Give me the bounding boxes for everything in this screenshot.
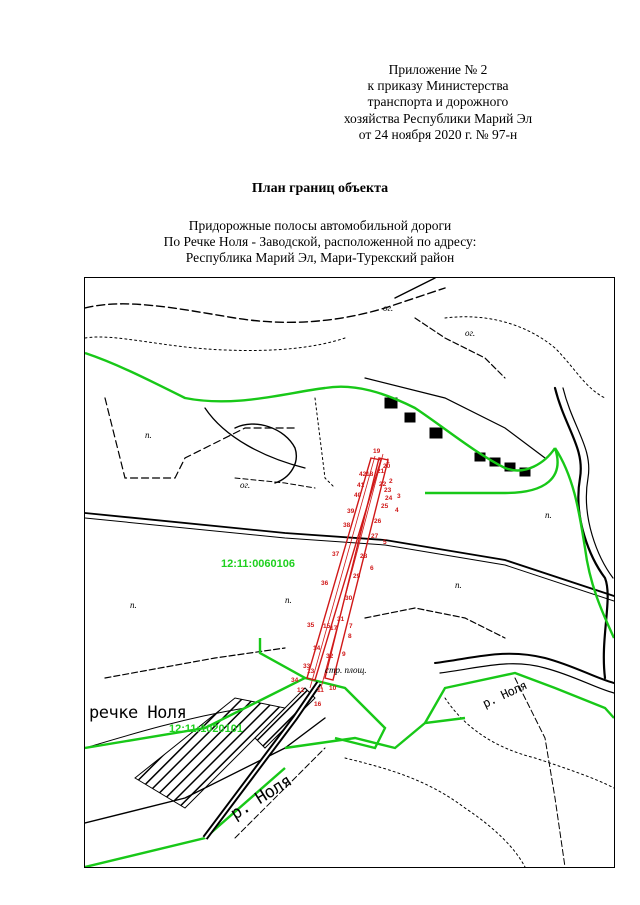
road-strip (307, 454, 388, 688)
village-street (365, 378, 545, 458)
description-line: Республика Марий Эл, Мари-Турекский район (185, 250, 455, 266)
point-label: 8 (348, 633, 352, 640)
point-label: 6 (370, 565, 374, 572)
dotted-mid (315, 398, 335, 488)
street-label: речке Ноля (89, 703, 187, 723)
point-label: 22 (379, 481, 387, 488)
boundary-south (285, 718, 465, 748)
building (430, 428, 442, 438)
ravine-line (205, 408, 305, 468)
point-label: 12 (297, 687, 305, 694)
point-label: 25 (381, 503, 389, 510)
point-label: 20 (383, 463, 391, 470)
point-label: 4 (395, 507, 399, 514)
point-label: 7 (349, 623, 353, 630)
point-label: 42 (359, 471, 367, 478)
point-label: 32 (326, 653, 334, 660)
description-line: По Речке Ноля - Заводской, расположенной по адресу: (163, 234, 477, 250)
point-label: 30 (345, 595, 353, 602)
land-label: ог. (465, 328, 476, 338)
point-label: 33 (303, 663, 311, 670)
appendix-line: от 24 ноября 2020 г. № 97-н (358, 126, 518, 142)
point-label: 34 (291, 677, 299, 684)
ravine-curve (235, 424, 296, 483)
point-label: 10 (329, 685, 337, 692)
appendix-line: к приказу Министерства (367, 78, 509, 94)
point-label: 28 (360, 553, 368, 560)
point-label: 26 (374, 518, 382, 525)
land-label: ог. (383, 303, 394, 313)
appendix-header (298, 62, 578, 143)
point-label: 13 (307, 668, 315, 675)
point-label: 39 (347, 508, 355, 515)
page-title: План границ объекта (251, 181, 389, 196)
appendix-line: Приложение № 2 (388, 62, 488, 77)
dotted-south (345, 758, 525, 867)
contour-ne (415, 318, 505, 378)
point-label: 14 (313, 645, 321, 652)
building (405, 413, 415, 422)
point-label: 1 (386, 458, 390, 465)
field-boundary (105, 398, 295, 478)
cadastral-label: 12:11:0060106 (221, 558, 296, 570)
point-label: 27 (371, 533, 379, 540)
point-label: 19 (373, 448, 381, 455)
description-line: Придорожные полосы автомобильной дороги (188, 218, 452, 233)
point-label: 9 (342, 651, 346, 658)
land-label: п. (285, 595, 292, 605)
land-label: ог. (240, 480, 251, 490)
point-label: 5 (383, 539, 387, 546)
point-label: 17 (330, 625, 338, 632)
appendix-line: транспорта и дорожного (367, 94, 509, 110)
point-label: 21 (377, 468, 385, 475)
cadastral-label: 12:11:1020101 (169, 723, 244, 735)
river-label: р. Ноля (480, 678, 529, 711)
land-label: стр. площ. (325, 665, 367, 675)
point-label: 15 (323, 623, 331, 630)
contour-center (365, 608, 505, 638)
river-label: р. Ноля (227, 771, 296, 825)
dotted-se (445, 698, 614, 788)
point-label: 41 (357, 482, 365, 489)
land-label: п. (455, 580, 462, 590)
point-label: 31 (337, 616, 345, 623)
boundary-east (425, 448, 558, 493)
river-lower (435, 654, 614, 683)
contour-lower (105, 648, 285, 678)
boundary-river (555, 448, 614, 638)
object-description (0, 218, 640, 267)
point-label: 16 (314, 701, 322, 708)
point-label: 29 (353, 573, 361, 580)
map-canvas (85, 278, 614, 867)
land-label: п. (145, 430, 152, 440)
contour-east (515, 678, 565, 867)
point-label: 35 (307, 622, 315, 629)
land-label: п. (545, 510, 552, 520)
appendix-line: хозяйства Республики Марий Эл (343, 110, 533, 126)
point-label: 23 (384, 487, 392, 494)
point-label: 2 (389, 478, 393, 485)
point-label: 3 (397, 493, 401, 500)
land-label: п. (130, 600, 137, 610)
point-label: 11 (317, 687, 324, 694)
point-label: 18 (366, 471, 374, 478)
boundary-map (84, 277, 615, 868)
point-label: 38 (343, 522, 351, 529)
road-north (395, 278, 435, 298)
point-label: 37 (332, 551, 340, 558)
point-label: 24 (385, 495, 393, 502)
point-label: 36 (321, 580, 329, 587)
point-label: 40 (354, 492, 362, 499)
dotted-top (85, 337, 345, 351)
